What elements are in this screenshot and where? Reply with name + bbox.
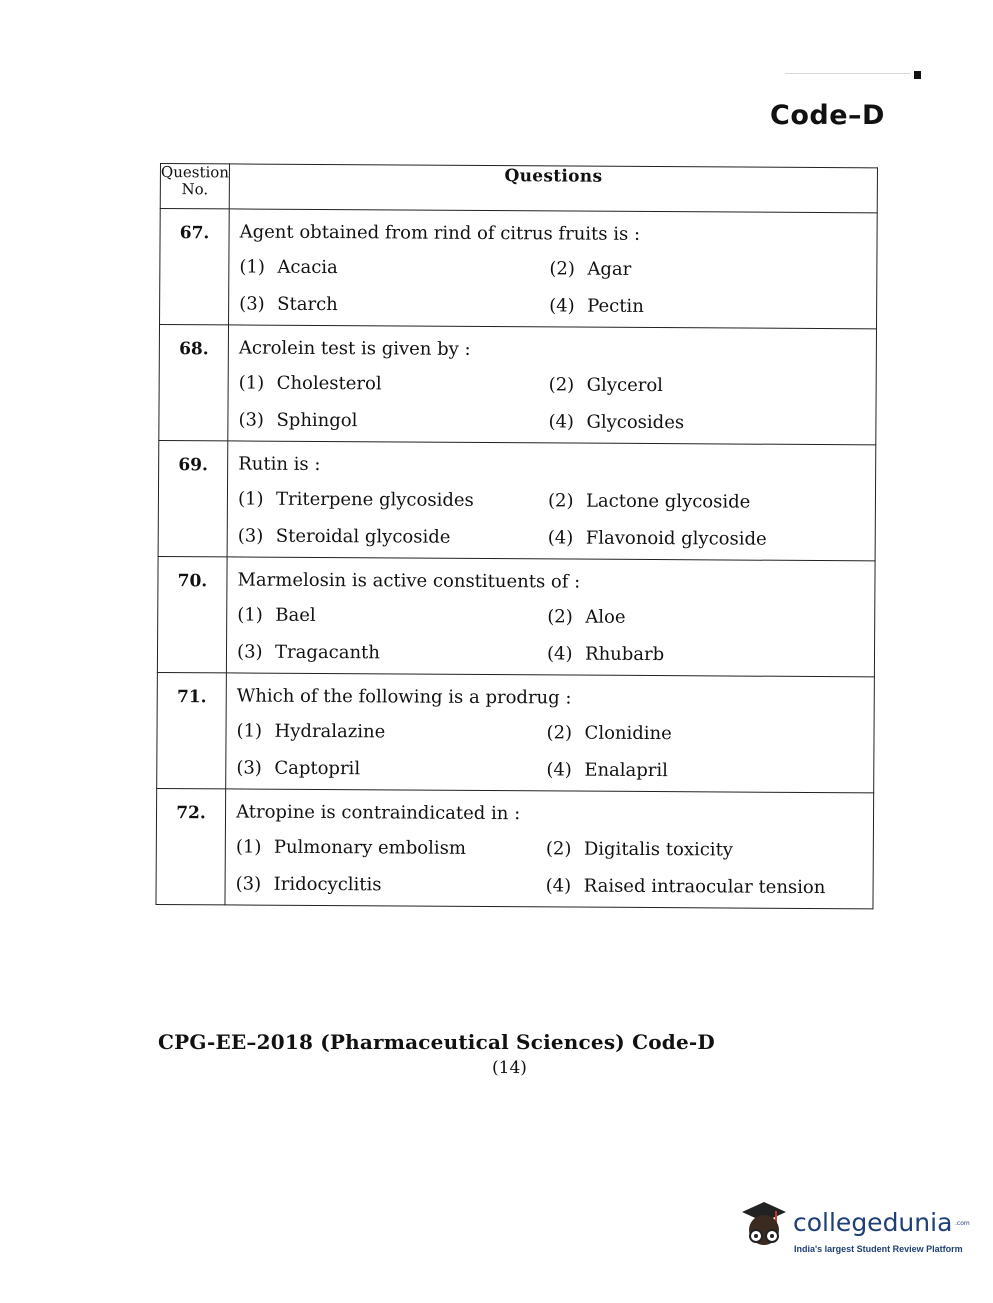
- option-number: (3): [238, 409, 265, 431]
- question-text: Acrolein test is given by :: [238, 337, 471, 360]
- question-row: [156, 788, 874, 908]
- option-item: [549, 295, 849, 318]
- options-grid: [236, 720, 863, 782]
- question-text: Rutin is :: [238, 453, 321, 475]
- option-item: [236, 757, 546, 780]
- question-number: 69.: [158, 440, 228, 556]
- question-text: Marmelosin is active constituents of :: [237, 569, 581, 593]
- question-text: Atropine is contraindicated in :: [236, 801, 521, 825]
- option-item: [549, 258, 849, 281]
- option-number: (4): [546, 759, 572, 781]
- option-number: (1): [236, 720, 263, 742]
- options-grid: [238, 488, 865, 550]
- question-cell: [227, 441, 876, 561]
- option-item: [238, 409, 548, 432]
- question-row: [158, 440, 876, 560]
- option-item: [238, 525, 548, 548]
- option-item: [237, 641, 547, 664]
- question-cell: [229, 209, 878, 329]
- option-text: Flavonoid glycoside: [585, 527, 767, 550]
- option-item: [549, 374, 849, 397]
- option-item: [548, 490, 848, 513]
- header-question-no: Question No.: [160, 164, 229, 209]
- option-text: Tragacanth: [275, 641, 380, 664]
- option-text: Digitalis toxicity: [583, 838, 734, 861]
- questions-table: [155, 163, 878, 909]
- option-text: Aloe: [585, 606, 626, 628]
- option-item: [547, 606, 847, 629]
- question-number: 70.: [157, 556, 227, 672]
- question-row: [157, 556, 875, 676]
- question-row: [160, 209, 878, 329]
- option-text: Glycosides: [586, 411, 685, 434]
- option-item: [237, 720, 547, 743]
- option-item: [238, 488, 548, 511]
- scan-artifact-line: [785, 73, 910, 74]
- option-text: Acacia: [277, 256, 338, 279]
- option-text: Starch: [277, 293, 338, 316]
- question-cell: [226, 557, 875, 677]
- question-cell: [225, 789, 874, 909]
- option-text: Glycerol: [586, 374, 664, 397]
- option-number: (1): [238, 372, 265, 394]
- option-number: (1): [237, 604, 263, 626]
- option-text: Lactone glycoside: [585, 490, 751, 513]
- option-text: Agar: [587, 258, 632, 280]
- option-text: Captopril: [274, 757, 361, 780]
- option-item: [236, 873, 546, 896]
- option-text: Sphingol: [276, 409, 358, 432]
- option-text: Cholesterol: [276, 372, 382, 395]
- option-item: [546, 875, 846, 898]
- option-number: (4): [548, 411, 575, 433]
- table-header-row: [160, 164, 877, 213]
- options-grid: [238, 372, 865, 434]
- option-text: Bael: [275, 604, 316, 626]
- question-number: 67.: [160, 209, 230, 325]
- question-row: [159, 325, 877, 445]
- options-grid: [237, 604, 864, 666]
- header-questions: Questions: [229, 164, 877, 213]
- option-number: (3): [235, 873, 262, 895]
- option-text: Raised intraocular tension: [583, 875, 826, 899]
- mascot-icon: [738, 1196, 790, 1256]
- option-number: (2): [548, 374, 575, 396]
- option-number: (2): [549, 258, 575, 280]
- option-number: (2): [545, 838, 572, 860]
- question-number: 68.: [159, 325, 229, 441]
- option-number: (4): [547, 643, 573, 665]
- options-grid: [239, 256, 866, 318]
- option-item: [237, 604, 547, 627]
- code-title: Code–D: [770, 100, 885, 131]
- option-text: Clonidine: [584, 722, 672, 745]
- option-number: (4): [545, 875, 572, 897]
- option-item: [239, 372, 549, 395]
- option-text: Rhubarb: [585, 643, 665, 666]
- option-item: [236, 836, 546, 859]
- option-number: (3): [239, 293, 265, 315]
- logo-wordmark: collegedunia: [793, 1208, 953, 1237]
- option-item: [546, 838, 846, 861]
- option-text: Steroidal glycoside: [275, 525, 451, 548]
- option-item: [239, 256, 549, 279]
- question-cell: [228, 325, 877, 445]
- question-text: Agent obtained from rind of citrus fruits is :: [239, 221, 641, 245]
- option-item: [239, 293, 549, 316]
- question-cell: [226, 673, 875, 793]
- exam-footer: CPG-EE–2018 (Pharmaceutical Sciences) Code-D: [158, 1030, 715, 1054]
- option-number: (1): [239, 256, 265, 278]
- option-text: Triterpene glycosides: [275, 488, 474, 511]
- option-number: (3): [237, 641, 263, 663]
- option-number: (4): [549, 295, 575, 317]
- option-item: [546, 759, 846, 782]
- option-number: (3): [237, 525, 264, 547]
- option-text: Pectin: [587, 295, 644, 317]
- option-number: (1): [235, 836, 262, 858]
- option-text: Pulmonary embolism: [273, 836, 467, 859]
- option-number: (3): [236, 757, 262, 779]
- option-number: (1): [237, 488, 264, 510]
- question-number: 72.: [156, 788, 226, 904]
- page-number: (14): [492, 1058, 527, 1078]
- option-item: [548, 527, 848, 550]
- option-text: Enalapril: [584, 759, 669, 782]
- options-grid: [236, 836, 863, 898]
- question-text: Which of the following is a prodrug :: [236, 685, 572, 709]
- question-number: 71.: [157, 672, 227, 788]
- option-number: (4): [547, 527, 574, 549]
- logo-tagline: India's largest Student Review Platform: [794, 1244, 963, 1254]
- questions-body: [156, 209, 877, 909]
- scan-mark: [914, 71, 921, 79]
- collegedunia-logo: [738, 1196, 968, 1258]
- option-text: Hydralazine: [274, 720, 386, 743]
- logo-suffix: .com: [955, 1220, 970, 1227]
- option-text: Iridocyclitis: [273, 873, 382, 896]
- option-item: [548, 411, 848, 434]
- option-item: [547, 643, 847, 666]
- option-number: (2): [547, 606, 573, 628]
- option-number: (2): [546, 722, 573, 744]
- option-number: (2): [547, 490, 574, 512]
- question-row: [157, 672, 875, 792]
- option-item: [547, 722, 847, 745]
